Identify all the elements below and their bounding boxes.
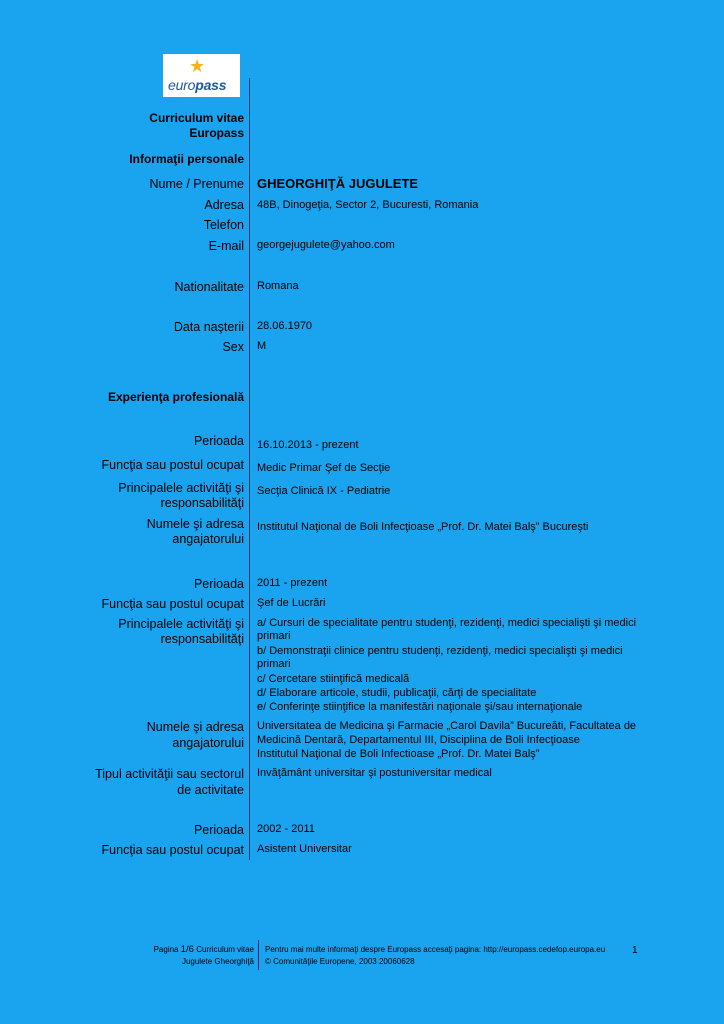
job3-period-label: Perioada [193, 823, 244, 837]
birthdate-value: 28.06.1970 [257, 320, 313, 332]
job3-period-value: 2002 - 2011 [257, 823, 315, 835]
job1-activities-value: Secţia Clinică IX - Pediatrie [257, 485, 391, 497]
footer-divider [258, 940, 259, 970]
job2-period-value: 2011 - prezent [257, 577, 328, 589]
cv-title-line2: Europass [189, 126, 244, 140]
job2-employer-line: Institutul Naţional de Boli Infectioase „Prof. Dr. Matei Balş” [257, 748, 540, 760]
doc-owner: Jugulete Gheorghiţă [181, 957, 254, 966]
job2-function-label: Funcţia sau postul ocupat [101, 597, 244, 611]
doc-title: Curriculum vitae [196, 945, 254, 954]
cv-title-line1: Curriculum vitae [149, 111, 244, 125]
address-value: 48B, Dinogeţia, Sector 2, Bucuresti, Romania [257, 199, 479, 211]
job1-employer-label-line2: angajatorului [172, 532, 244, 546]
footer-info-line1: Pentru mai multe informaţi despre Europass accesaţi pagina: http://europass.cedefop.europa.eu [265, 945, 606, 954]
job2-activity-line: d/ Elaborare articole, studii, publicaţii, cărţi de specialitate [257, 687, 537, 699]
job2-period-label: Perioada [193, 577, 244, 591]
job3-function-label: Funcţia sau postul ocupat [101, 843, 244, 857]
job2-activity-line: primari [257, 658, 291, 670]
email-label: E-mail [208, 239, 244, 253]
nationality-label: Nationalitate [174, 280, 244, 294]
page-total: 6 [188, 944, 194, 955]
name-label: Nume / Prenume [149, 177, 244, 191]
experience-section-title: Experienţa profesională [107, 390, 244, 404]
star-figure-icon: ★ [189, 56, 206, 76]
job2-activity-line: c/ Cercetare stiinţifică medicală [257, 673, 410, 685]
europass-logo [163, 54, 240, 97]
footer-page-info [154, 944, 254, 956]
phone-label: Telefon [203, 218, 244, 232]
footer-page-number: 1 [632, 945, 638, 956]
job2-activity-line: primari [257, 630, 291, 642]
job2-activities-label-line2: responsabilităţi [160, 632, 244, 646]
page-separator: / [186, 944, 189, 955]
job3-function-value: Asistent Universitar [257, 843, 352, 855]
email-value[interactable]: georgejugulete@yahoo.com [257, 239, 395, 251]
job2-employer-label-line1: Numele şi adresa [146, 720, 244, 734]
column-divider [249, 78, 250, 860]
nationality-value: Romana [257, 280, 299, 292]
job1-period-label: Perioada [193, 434, 244, 448]
address-label: Adresa [204, 198, 244, 212]
page-current: 1 [180, 944, 187, 955]
job2-employer-label-line2: angajatorului [172, 736, 244, 750]
footer-info-line2: © Comunităţile Europene, 2003 20060628 [265, 957, 415, 966]
job1-period-value: 16.10.2013 - prezent [257, 439, 359, 451]
job1-function-value: Medic Primar Şef de Secţie [257, 462, 391, 474]
job2-activity-line: b/ Demonstraţii clinice pentru studenţi, rezidenţi, medici specialişti şi medici [257, 645, 623, 657]
sex-value: M [257, 340, 267, 352]
page-word: Pagina [153, 945, 179, 954]
job2-function-value: Şef de Lucrări [257, 597, 326, 609]
job2-employer-line: Medicină Dentară, Departamentul III, Disciplina de Boli Infecţioase [257, 734, 580, 746]
name-value: GHEORGHIŢĂ JUGULETE [257, 176, 419, 191]
job2-sector-value: Invăţământ universitar şi postuniversitar medical [257, 767, 492, 779]
job1-activities-label-line1: Principalele activităţi şi [118, 481, 244, 495]
birthdate-label: Data naşterii [173, 320, 244, 334]
sex-label: Sex [222, 340, 244, 354]
job1-employer-value: Institutul Naţional de Boli Infecţioase „Prof. Dr. Matei Balş” Bucureşti [257, 521, 589, 533]
job1-function-label: Funcţia sau postul ocupat [101, 458, 244, 472]
job1-activities-label-line2: responsabilităţi [160, 496, 244, 510]
job2-sector-label-line1: Tipul activităţii sau sectorul [95, 767, 244, 781]
job2-activity-line: e/ Conferinţe stiinţifice la manifestări naţionale şi/sau internaţionale [257, 701, 583, 713]
logo-wordmark: europass [168, 77, 227, 93]
personal-section-title: Informaţii personale [129, 152, 244, 166]
job2-sector-label-line2: de activitate [177, 783, 244, 797]
job2-employer-line: Universitatea de Medicina şi Farmacie „Carol Davila” Bucureăti, Facultatea de [257, 720, 637, 732]
job1-employer-label-line1: Numele şi adresa [146, 517, 244, 531]
footer-info [265, 944, 605, 968]
job2-activities-label-line1: Principalele activităţi şi [118, 617, 244, 631]
job2-activity-line: a/ Cursuri de specialitate pentru studenţi, rezidenţi, medici specialişti şi medici [257, 617, 637, 629]
